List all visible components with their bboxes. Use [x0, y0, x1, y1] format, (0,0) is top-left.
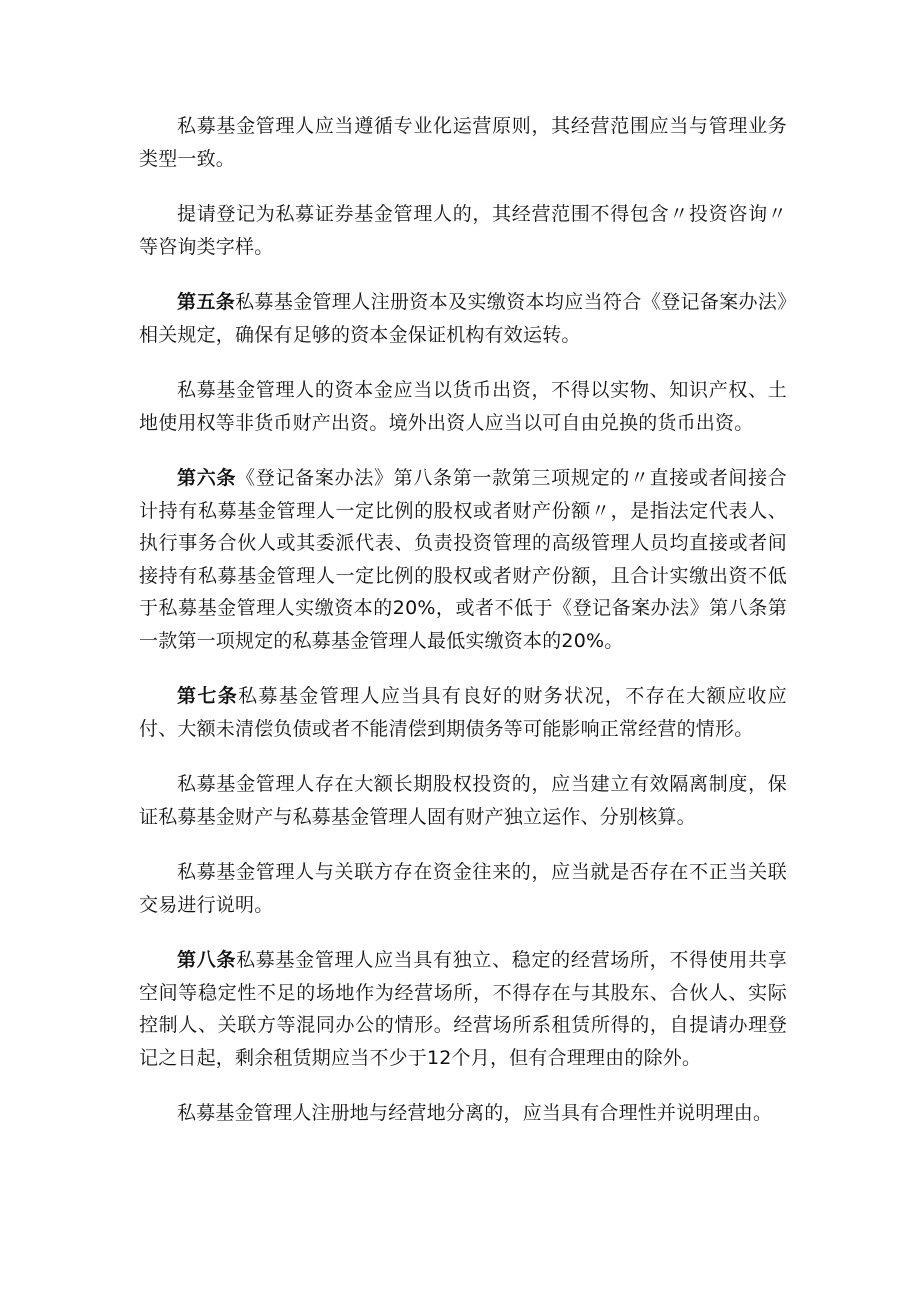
paragraph-text: 私募基金管理人注册地与经营地分离的，应当具有合理性并说明理由。	[177, 1102, 773, 1124]
paragraph-text: 私募基金管理人的资本金应当以货币出资，不得以实物、知识产权、土地使用权等非货币财产出资。境外出资人应当以可自由兑换的货币出资。	[139, 379, 787, 434]
paragraph-text: 私募基金管理人与关联方存在资金往来的，应当就是否存在不正当关联交易进行说明。	[139, 861, 787, 916]
paragraph-text: 提请登记为私募证券基金管理人的，其经营范围不得包含〃投资咨询〃等咨询类字样。	[139, 203, 787, 258]
article-7	[139, 680, 787, 745]
paragraph-4	[139, 374, 787, 439]
article-5	[139, 286, 787, 351]
document-body	[139, 110, 787, 1153]
paragraph-text: 《登记备案办法》第八条第一款第三项规定的〃直接或者间接合计持有私募基金管理人一定比例的股权或者财产份额〃，是指法定代表人、执行事务合伙人或其委派代表、负责投资管理的高级管理人员均直接或者间接持有私募基金管理人一定比例的股权或者财产份额，且合计实缴出资不低于私募基金管理人实缴资本的20%，或者不低于《登记备案办法》第八条第一款第一项规定的私募基金管理人最低实缴资本的20%。	[139, 467, 787, 652]
paragraph-2	[139, 198, 787, 263]
paragraph-7	[139, 768, 787, 833]
paragraph-text: 私募基金管理人存在大额长期股权投资的，应当建立有效隔离制度，保证私募基金财产与私募基金管理人固有财产独立运作、分别核算。	[139, 773, 787, 828]
paragraph-text: 私募基金管理人应当具有良好的财务状况，不存在大额应收应付、大额未清偿负债或者不能清偿到期债务等可能影响正常经营的情形。	[139, 685, 787, 740]
paragraph-text: 私募基金管理人应当具有独立、稳定的经营场所，不得使用共享空间等稳定性不足的场地作为经营场所，不得存在与其股东、合伙人、实际控制人、关联方等混同办公的情形。经营场所系租赁所得的，自提请办理登记之日起，剩余租赁期应当不少于12个月，但有合理理由的除外。	[139, 949, 787, 1069]
paragraph-text: 私募基金管理人应当遵循专业化运营原则，其经营范围应当与管理业务类型一致。	[139, 115, 787, 170]
paragraph-10	[139, 1097, 787, 1130]
article-number: 第七条	[177, 685, 239, 707]
article-number: 第五条	[177, 291, 236, 313]
paragraph-1	[139, 110, 787, 175]
article-number: 第八条	[177, 949, 237, 971]
article-number: 第六条	[177, 467, 237, 489]
article-6	[139, 462, 787, 657]
paragraph-text: 私募基金管理人注册资本及实缴资本均应当符合《登记备案办法》相关规定，确保有足够的资本金保证机构有效运转。	[139, 291, 787, 346]
article-8	[139, 944, 787, 1074]
paragraph-8	[139, 856, 787, 921]
